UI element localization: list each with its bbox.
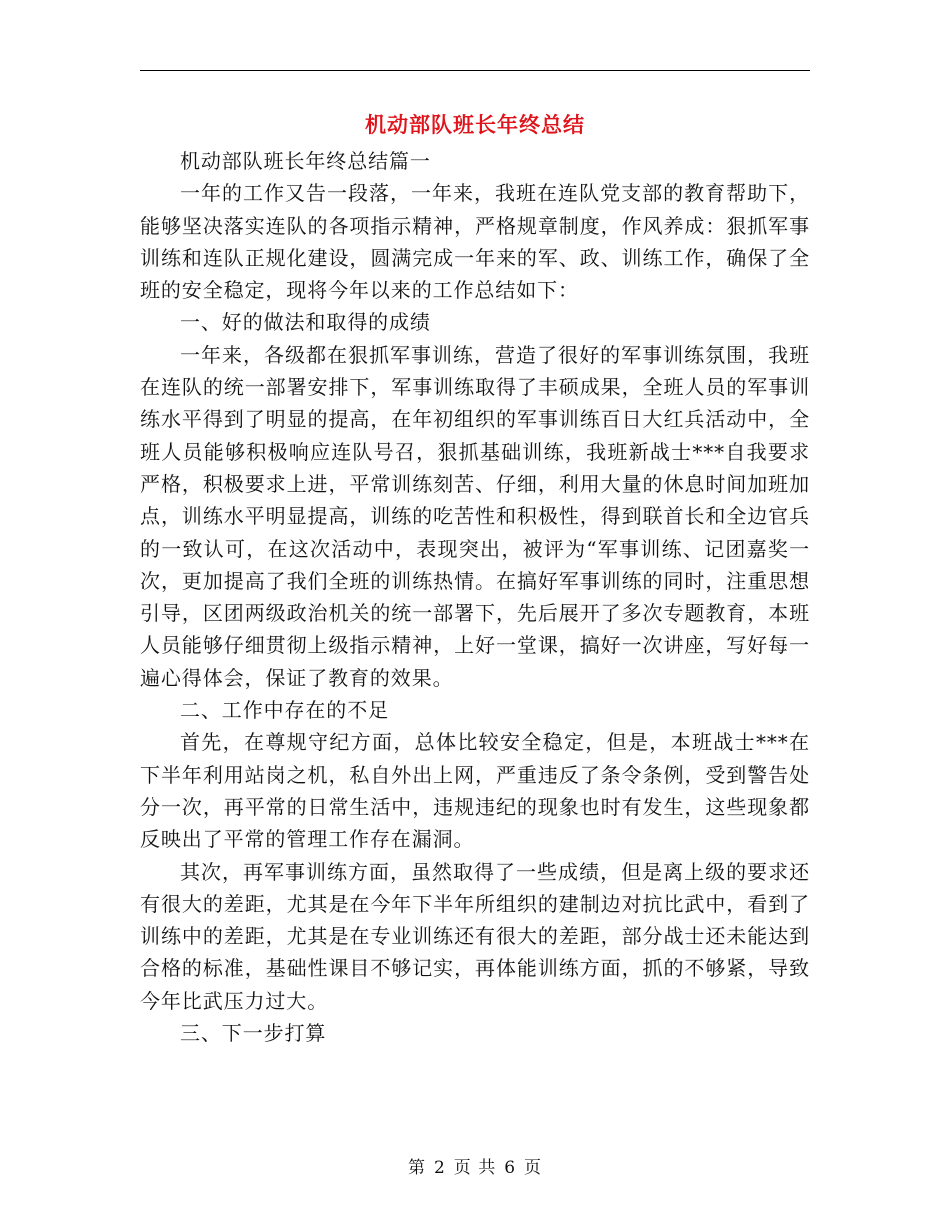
footer-page-number: 2 [433, 1158, 446, 1178]
shortcomings-paragraph-1: 首先，在尊规守纪方面，总体比较安全稳定，但是，本班战士***在下半年利用站岗之机，私自外出上网，严重违反了条令条例，受到警告处分一次，再平常的日常生活中，违规违纪的现象也时有发生，这些现象都反映出了平常的管理工作存在漏洞。 [140, 730, 810, 852]
section-heading-next-steps: 三、下一步打算 [180, 1021, 327, 1046]
footer-middle: 页 共 [453, 1158, 497, 1178]
footer-prefix: 第 [407, 1158, 426, 1178]
section-heading-shortcomings: 二、工作中存在的不足 [180, 698, 389, 723]
footer-total-pages: 6 [504, 1158, 517, 1178]
document-body [140, 145, 810, 1049]
achievements-paragraph: 一年来，各级都在狠抓军事训练，营造了很好的军事训练氛围，我班在连队的统一部署安排下，军事训练取得了丰硕成果，全班人员的军事训练水平得到了明显的提高，在年初组织的军事训练百日大红兵活动中，全班人员能够积极响应连队号召，狠抓基础训练，我班新战士***自我要求严格，积极要求上进，平常训练刻苦、仔细，利用大量的休息时间加班加点，训练水平明显提高，训练的吃苦性和积极性，得到联首长和全边官兵的一致认可，在这次活动中，表现突出，被评为“军事训练、记团嘉奖一次，更加提高了我们全班的训练热情。在搞好军事训练的同时，注重思想引导，区团两级政治机关的统一部署下，先后展开了多次专题教育，本班人员能够仔细贯彻上级指示精神，上好一堂课，搞好一次讲座，写好每一遍心得体会，保证了教育的效果。 [140, 342, 810, 690]
section-heading-achievements: 一、好的做法和取得的成绩 [180, 310, 431, 335]
page-footer [0, 1153, 950, 1178]
shortcomings-paragraph-2: 其次，再军事训练方面，虽然取得了一些成绩，但是离上级的要求还有很大的差距，尤其是在今年下半年所组织的建制边对抗比武中，看到了训练中的差距，尤其是在专业训练还有很大的差距，部分战士还未能达到合格的标准，基础性课目不够记实，再体能训练方面，抓的不够紧，导致今年比武压力过大。 [140, 859, 810, 1013]
intro-paragraph: 一年的工作又告一段落，一年来，我班在连队党支部的教育帮助下，能够坚决落实连队的各项指示精神，严格规章制度，作风养成：狠抓军事训练和连队正规化建设，圆满完成一年来的军、政、训练工作，确保了全班的安全稳定，现将今年以来的工作总结如下： [140, 181, 810, 303]
footer-suffix: 页 [524, 1158, 543, 1178]
header-rule [140, 70, 810, 71]
document-title: 机动部队班长年终总结 [365, 113, 585, 137]
subtitle-paragraph: 机动部队班长年终总结篇一 [180, 149, 431, 173]
